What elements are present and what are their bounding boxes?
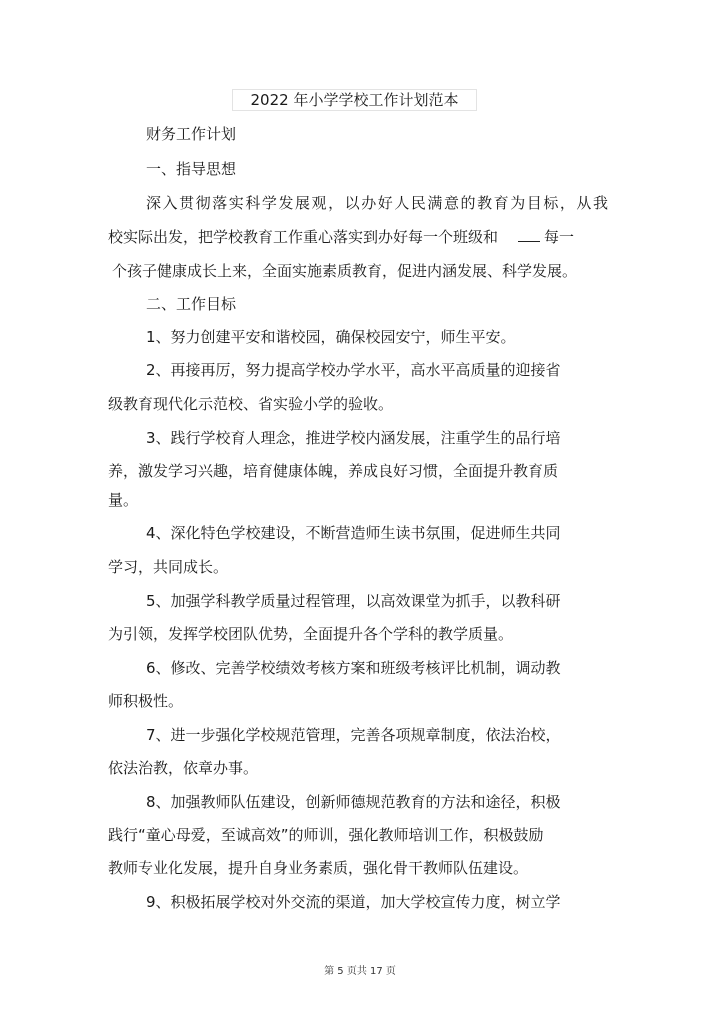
heading-work-goals: 二、工作目标 <box>146 295 237 313</box>
goal-line: 9、积极拓展学校对外交流的渠道，加大学校宣传力度，树立学 <box>146 893 561 911</box>
goal-line: 3、践行学校育人理念，推进学校内涵发展，注重学生的品行培 <box>146 429 561 447</box>
section-heading: 财务工作计划 <box>146 125 237 143</box>
goal-line: 5、加强学科教学质量过程管理，以高效课堂为抓手，以教科研 <box>146 592 561 610</box>
goal-line: 8、加强教师队伍建设，创新师德规范教育的方法和途径，积极 <box>146 793 561 811</box>
paragraph-line <box>108 227 574 247</box>
goal-line: 养，激发学习兴趣，培育健康体魄，养成良好习惯，全面提升教育质 <box>108 462 559 480</box>
goal-line: 学习，共同成长。 <box>108 558 229 576</box>
paragraph-text: 校实际出发，把学校教育工作重心落实到办好每一个班级和 <box>108 228 499 246</box>
goal-line: 依法治教，依章办事。 <box>108 759 259 777</box>
goal-line: 为引领，发挥学校团队优势，全面提升各个学科的教学质量。 <box>108 625 514 643</box>
page-footer: 第 5 页共 17 页 <box>324 966 396 977</box>
goal-line: 教师专业化发展，提升自身业务素质，强化骨干教师队伍建设。 <box>108 859 529 877</box>
goal-line: 1、努力创建平安和谐校园，确保校园安宁，师生平安。 <box>146 328 516 346</box>
goal-line: 6、修改、完善学校绩效考核方案和班级考核评比机制，调动教 <box>146 659 561 677</box>
goal-line: 7、进一步强化学校规范管理，完善各项规章制度，依法治校， <box>146 726 561 744</box>
document-title: 2022 年小学学校工作计划范本 <box>232 89 477 111</box>
paragraph-line: 深入贯彻落实科学发展观，以办好人民满意的教育为目标，从我 <box>146 194 608 212</box>
goal-line: 量。 <box>108 491 139 509</box>
heading-guiding-ideology: 一、指导思想 <box>146 160 237 178</box>
goal-line: 级教育现代化示范校、省实验小学的验收。 <box>108 395 394 413</box>
goal-line: 2、再接再厉，努力提高学校办学水平，高水平高质量的迎接省 <box>146 361 561 379</box>
paragraph-line: 个孩子健康成长上来，全面实施素质教育，促进内涵发展、科学发展。 <box>112 262 578 280</box>
goal-line: 师积极性。 <box>108 692 184 710</box>
goal-line: 4、深化特色学校建设，不断营造师生读书氛围，促进师生共同 <box>146 524 561 542</box>
paragraph-text: 每一 <box>544 228 575 246</box>
goal-line: 践行“童心母爱，至诚高效”的师训，强化教师培训工作，积极鼓励 <box>108 826 544 844</box>
fill-in-blank <box>518 229 540 242</box>
